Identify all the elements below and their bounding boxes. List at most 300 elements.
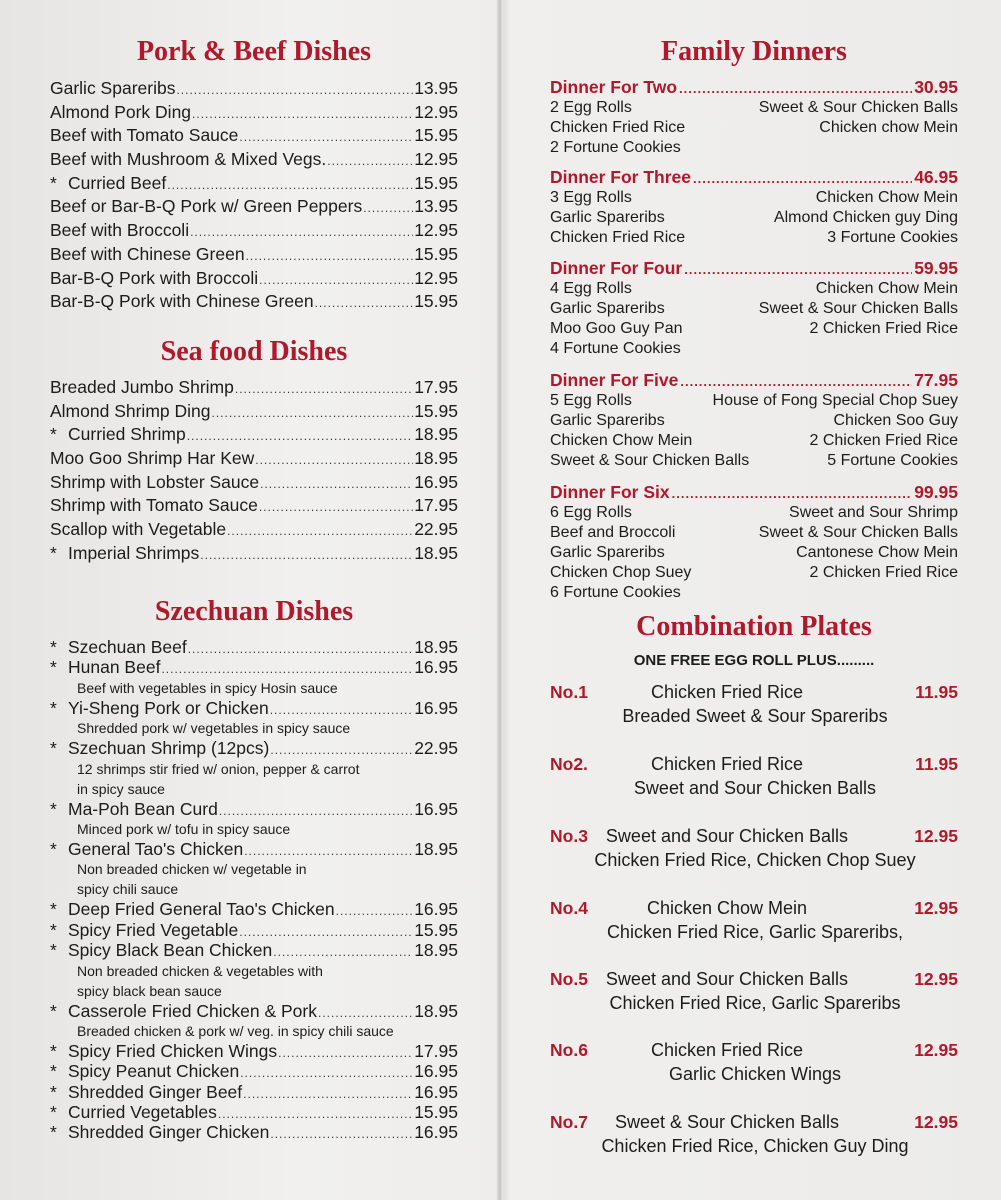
- spicy-star-icon: *: [50, 637, 57, 657]
- menu-item: [50, 799, 458, 819]
- menu-item: [50, 518, 458, 542]
- menu-item-price: 12.95: [414, 267, 458, 288]
- family-dinner-name: Dinner For Three: [550, 167, 691, 187]
- menu-item-label: Almond Shrimp Ding: [50, 400, 211, 421]
- menu-item-description: Shredded pork w/ vegetables in spicy sauce: [77, 720, 351, 737]
- menu-item-name: [50, 518, 226, 542]
- menu-item: [50, 1122, 458, 1142]
- menu-item-price: 22.95: [414, 519, 458, 540]
- family-dinner-item: 3 Fortune Cookies: [827, 229, 958, 246]
- family-dinner-row: [550, 391, 958, 411]
- menu-item-label: Beef with Broccoli: [50, 220, 190, 241]
- family-dinner-item: Sweet and Sour Shrimp: [789, 504, 958, 521]
- dot-leader: [190, 221, 413, 245]
- dot-leader: [693, 168, 912, 189]
- dot-leader: [239, 922, 413, 942]
- plate-price: 12.95: [914, 898, 958, 918]
- family-dinner-item: Garlic Spareribs: [550, 412, 665, 429]
- menu-item-name: [50, 148, 326, 172]
- menu-item-label: Curried Shrimp: [68, 424, 186, 445]
- menu-item: [50, 920, 458, 940]
- menu-item-price: 16.95: [414, 657, 458, 678]
- pork-beef-list: [50, 77, 458, 314]
- menu-item-label: Moo Goo Shrimp Har Kew: [50, 448, 255, 469]
- combination-plate: [550, 898, 960, 948]
- menu-item-price: 12.95: [414, 220, 458, 241]
- menu-item-price: 18.95: [414, 637, 458, 657]
- spicy-star-icon: *: [50, 1000, 57, 1021]
- family-dinner-item: Chicken Fried Rice: [550, 229, 686, 246]
- menu-item-price: 17.95: [414, 1040, 458, 1061]
- szechuan-list: [50, 637, 458, 1143]
- family-dinner-price: 46.95: [914, 167, 958, 187]
- plate-main-item: Sweet and Sour Chicken Balls: [605, 969, 849, 989]
- menu-item-label: Spicy Fried Vegetable: [68, 919, 239, 940]
- menu-item-price: 15.95: [414, 172, 458, 193]
- menu-item-name: [50, 839, 243, 859]
- family-dinner-price: 77.95: [914, 370, 958, 390]
- family-dinner-item: Garlic Spareribs: [550, 209, 665, 226]
- menu-item-price: 12.95: [414, 149, 458, 170]
- menu-item-label: Beef or Bar-B-Q Pork w/ Green Peppers: [50, 196, 363, 217]
- dot-leader: [679, 78, 912, 99]
- family-dinner-price: 99.95: [914, 482, 958, 502]
- menu-item-label: Scallop with Vegetable: [50, 519, 227, 540]
- menu-item-name: [50, 447, 254, 471]
- plate-number: No.7: [550, 1112, 588, 1132]
- family-dinner-item: 2 Fortune Cookies: [550, 139, 681, 156]
- dot-leader: [255, 449, 413, 473]
- dot-leader: [273, 942, 413, 962]
- family-dinners-heading: Family Dinners: [661, 36, 847, 67]
- spicy-star-icon: *: [50, 738, 57, 759]
- menu-item-name: [50, 267, 258, 291]
- menu-item-label: Casserole Fried Chicken & Pork: [68, 1000, 317, 1021]
- menu-item-name: [50, 494, 258, 518]
- dot-leader: [260, 473, 413, 497]
- menu-item-price: 13.95: [414, 78, 458, 98]
- spicy-star-icon: *: [50, 542, 57, 563]
- menu-item-name: [50, 290, 314, 314]
- menu-item-name: [50, 1001, 317, 1021]
- menu-item-name: [50, 1082, 242, 1102]
- menu-item: [50, 400, 458, 424]
- menu-item-name: [50, 423, 186, 447]
- dot-leader: [270, 700, 414, 720]
- menu-item-description: Non breaded chicken w/ vegetable in: [77, 861, 307, 878]
- dot-leader: [218, 1104, 413, 1124]
- menu-item-name: [50, 542, 199, 566]
- menu-item-name: [50, 1102, 217, 1122]
- menu-item-label: Curried Beef: [68, 172, 167, 193]
- spicy-star-icon: *: [50, 919, 57, 940]
- family-dinner-item: 4 Egg Rolls: [550, 280, 632, 297]
- menu-item-name: [50, 1061, 239, 1081]
- plate-side-items: Chicken Fried Rice, Chicken Chop Suey: [594, 850, 916, 870]
- family-dinner-item: Sweet & Sour Chicken Balls: [758, 300, 958, 317]
- menu-item-price: 12.95: [414, 101, 458, 122]
- plate-price: 12.95: [914, 1040, 958, 1060]
- plate-price: 11.95: [915, 682, 958, 702]
- menu-item-name: [50, 738, 269, 758]
- family-dinner-row: [550, 279, 958, 299]
- dot-leader: [161, 659, 413, 679]
- menu-item-label: Almond Pork Ding: [50, 101, 192, 122]
- menu-item: [50, 267, 458, 291]
- menu-item: [50, 637, 458, 657]
- menu-item: [50, 376, 458, 400]
- dot-leader: [270, 740, 413, 760]
- menu-item-price: 18.95: [414, 448, 458, 469]
- menu-item-name: [50, 172, 166, 196]
- menu-item-name: [50, 471, 259, 495]
- menu-item-name: [50, 1122, 269, 1142]
- menu-item-label: Szechuan Beef: [68, 637, 187, 657]
- menu-item-label: Shrimp with Lobster Sauce: [50, 471, 260, 492]
- plate-side-items: Garlic Chicken Wings: [668, 1064, 842, 1084]
- menu-item-label: Shrimp with Tomato Sauce: [50, 495, 258, 516]
- dot-leader: [278, 1043, 413, 1063]
- family-dinner-item: Cantonese Chow Mein: [796, 544, 958, 561]
- dot-leader: [219, 801, 413, 821]
- menu-item-label: Bar-B-Q Pork with Broccoli: [50, 267, 259, 288]
- family-dinner-row: [550, 503, 958, 523]
- family-dinner: [550, 370, 958, 471]
- family-dinner-item: 2 Chicken Fried Rice: [809, 564, 958, 581]
- menu-item: [50, 1001, 458, 1021]
- family-dinner-item: Chicken Chow Mein: [550, 432, 693, 449]
- family-dinner-item: 2 Chicken Fried Rice: [809, 432, 958, 449]
- menu-item-price: 18.95: [414, 424, 458, 445]
- menu-item-price: 15.95: [414, 243, 458, 264]
- plate-side-items: Chicken Fried Rice, Chicken Guy Ding: [601, 1136, 909, 1156]
- dot-leader: [680, 371, 912, 392]
- spicy-star-icon: *: [50, 798, 57, 819]
- plate-price: 11.95: [915, 754, 958, 774]
- family-dinner-item: Sweet & Sour Chicken Balls: [758, 99, 958, 116]
- menu-item-price: 15.95: [414, 919, 458, 940]
- menu-item-price: 18.95: [414, 542, 458, 563]
- menu-item-name: [50, 243, 245, 267]
- family-dinner-row: [550, 451, 958, 471]
- menu-item-price: 16.95: [414, 1122, 458, 1143]
- menu-item-name: [50, 400, 210, 424]
- family-dinner-item: House of Fong Special Chop Suey: [712, 392, 958, 409]
- combination-plate: [550, 682, 960, 732]
- plate-number: No.5: [550, 969, 588, 989]
- spicy-star-icon: *: [50, 1081, 57, 1102]
- menu-item-price: 15.95: [414, 1102, 458, 1123]
- menu-item: [50, 698, 458, 718]
- menu-item-description: spicy black bean sauce: [77, 982, 222, 999]
- menu-item-label: Ma-Poh Bean Curd: [68, 798, 218, 819]
- plate-price: 12.95: [914, 1112, 958, 1132]
- menu-item: [50, 124, 458, 148]
- menu-item-name: [50, 195, 362, 219]
- plate-number: No.6: [550, 1040, 588, 1060]
- menu-item: [50, 195, 458, 219]
- menu-item-price: 15.95: [414, 291, 458, 312]
- dot-leader: [244, 841, 413, 861]
- spicy-star-icon: *: [50, 657, 57, 678]
- menu-item-name: [50, 101, 191, 125]
- menu-item: [50, 657, 458, 677]
- menu-item-name: [50, 940, 272, 960]
- family-dinner-item: 4 Fortune Cookies: [550, 340, 681, 357]
- menu-item-price: 16.95: [414, 899, 458, 920]
- combination-plate: [550, 754, 960, 804]
- dot-leader: [315, 292, 414, 316]
- family-dinner-item: 6 Egg Rolls: [550, 504, 632, 521]
- menu-item-price: 16.95: [414, 1081, 458, 1102]
- family-dinner: [550, 482, 958, 603]
- dot-leader: [235, 378, 413, 402]
- menu-item-label: Breaded Jumbo Shrimp: [50, 377, 234, 397]
- menu-item: [50, 172, 458, 196]
- menu-item-description: Non breaded chicken & vegetables with: [77, 962, 323, 979]
- family-dinner-item: Moo Goo Guy Pan: [550, 320, 683, 337]
- menu-item: [50, 243, 458, 267]
- family-dinner-row: [550, 583, 958, 603]
- plate-side-items: Chicken Fried Rice, Garlic Spareribs: [609, 993, 901, 1013]
- menu-item-label: Shredded Ginger Beef: [68, 1081, 243, 1102]
- menu-item: [50, 1061, 458, 1081]
- family-dinner-row: [550, 138, 958, 158]
- spicy-star-icon: *: [50, 1061, 57, 1082]
- dot-leader: [246, 245, 414, 269]
- menu-item-name: [50, 376, 234, 400]
- menu-item-label: Spicy Peanut Chicken: [68, 1061, 240, 1082]
- family-dinner-item: 2 Chicken Fried Rice: [809, 320, 958, 337]
- family-dinner-header: [550, 482, 958, 503]
- dot-leader: [327, 150, 413, 174]
- family-dinner-item: Sweet & Sour Chicken Balls: [758, 524, 958, 541]
- spicy-star-icon: *: [50, 424, 57, 445]
- menu-item-label: Beef with Chinese Green: [50, 243, 245, 264]
- family-dinner-row: [550, 208, 958, 228]
- dot-leader: [243, 1084, 413, 1104]
- menu-item: [50, 542, 458, 566]
- family-dinner-item: Almond Chicken guy Ding: [773, 209, 958, 226]
- dot-leader: [227, 520, 413, 544]
- family-dinner-item: Garlic Spareribs: [550, 544, 665, 561]
- plate-number: No.3: [550, 826, 588, 846]
- plate-main-item: Chicken Fried Rice: [650, 754, 804, 774]
- dot-leader: [336, 901, 414, 921]
- dot-leader: [211, 402, 413, 426]
- dot-leader: [187, 425, 414, 449]
- dot-leader: [684, 259, 912, 280]
- menu-item: [50, 1082, 458, 1102]
- family-dinner-item: Sweet & Sour Chicken Balls: [550, 452, 750, 469]
- menu-item: [50, 839, 458, 859]
- family-dinner-item: 3 Egg Rolls: [550, 189, 632, 206]
- plate-main-item: Sweet & Sour Chicken Balls: [614, 1112, 840, 1132]
- menu-item-name: [50, 899, 335, 919]
- menu-item-label: Shredded Ginger Chicken: [68, 1122, 270, 1143]
- family-dinner-row: [550, 339, 958, 359]
- menu-item: [50, 77, 458, 101]
- menu-item-description: spicy chili sauce: [77, 881, 179, 898]
- dot-leader: [192, 103, 413, 127]
- family-dinner-item: 2 Egg Rolls: [550, 99, 632, 116]
- spicy-star-icon: *: [50, 1122, 57, 1143]
- family-dinner-item: Garlic Spareribs: [550, 300, 665, 317]
- menu-item-name: [50, 124, 238, 148]
- seafood-list: [50, 376, 458, 566]
- family-dinner-name: Dinner For Six: [550, 482, 670, 502]
- menu-item-price: 18.95: [414, 1000, 458, 1021]
- plate-number: No.4: [550, 898, 588, 918]
- dot-leader: [200, 544, 413, 568]
- family-dinner-header: [550, 370, 958, 391]
- family-dinner-row: [550, 299, 958, 319]
- dot-leader: [239, 126, 413, 150]
- menu-item-price: 16.95: [414, 697, 458, 718]
- dot-leader: [167, 174, 413, 198]
- menu-item-name: [50, 799, 218, 819]
- family-dinner-header: [550, 77, 958, 98]
- menu-item-price: 16.95: [414, 798, 458, 819]
- family-dinner-price: 30.95: [914, 77, 958, 97]
- spicy-star-icon: *: [50, 1040, 57, 1061]
- plate-main-item: Chicken Chow Mein: [646, 898, 808, 918]
- family-dinner: [550, 167, 958, 248]
- plate-main-item: Sweet and Sour Chicken Balls: [605, 826, 849, 846]
- plate-side-items: Sweet and Sour Chicken Balls: [633, 778, 877, 798]
- family-dinner-item: Chicken Chop Suey: [550, 564, 692, 581]
- menu-item-name: [50, 77, 175, 101]
- family-dinner-item: Chicken chow Mein: [819, 119, 958, 136]
- page-fold: [497, 0, 503, 1200]
- menu-item-label: Hunan Beef: [68, 657, 161, 678]
- menu-item-description: Breaded chicken & pork w/ veg. in spicy chili sauce: [77, 1022, 394, 1039]
- menu-item: [50, 738, 458, 758]
- dot-leader: [188, 639, 414, 659]
- family-dinner-item: Chicken Chow Mein: [815, 189, 958, 206]
- plate-side-items: Breaded Sweet & Sour Spareribs: [622, 706, 888, 726]
- family-dinner-row: [550, 118, 958, 138]
- spicy-star-icon: *: [50, 940, 57, 961]
- menu-item-label: Deep Fried General Tao's Chicken: [68, 899, 335, 920]
- menu-item-description: Minced pork w/ tofu in spicy sauce: [77, 820, 291, 837]
- menu-item-label: Yi-Sheng Pork or Chicken: [68, 697, 269, 718]
- family-dinner-item: Chicken Soo Guy: [833, 412, 958, 429]
- menu-item-price: 16.95: [414, 1061, 458, 1082]
- menu-item-name: [50, 219, 189, 243]
- dot-leader: [176, 79, 413, 103]
- menu-item: [50, 101, 458, 125]
- combination-plate: [550, 826, 960, 876]
- family-dinner: [550, 77, 958, 158]
- menu-item: [50, 899, 458, 919]
- menu-item-label: Beef with Tomato Sauce: [50, 125, 239, 146]
- family-dinner-price: 59.95: [914, 258, 958, 278]
- family-dinner-row: [550, 188, 958, 208]
- dot-leader: [259, 269, 413, 293]
- family-dinner-item: 6 Fortune Cookies: [550, 584, 681, 601]
- menu-item: [50, 940, 458, 960]
- menu-item-price: 16.95: [414, 471, 458, 492]
- dot-leader: [363, 197, 413, 221]
- menu-item-label: Curried Vegetables: [68, 1102, 217, 1123]
- menu-item-label: Beef with Mushroom & Mixed Vegs.: [50, 149, 327, 170]
- plate-side-items: Chicken Fried Rice, Garlic Spareribs,: [606, 922, 904, 942]
- menu-item-label: Bar-B-Q Pork with Chinese Green: [50, 291, 314, 312]
- menu-item-price: 17.95: [414, 377, 458, 397]
- family-dinner-item: 5 Egg Rolls: [550, 392, 632, 409]
- menu-item-name: [50, 1041, 277, 1061]
- menu-item-description: 12 shrimps stir fried w/ onion, pepper & carrot: [77, 760, 360, 777]
- family-dinner: [550, 258, 958, 359]
- family-dinner-row: [550, 563, 958, 583]
- menu-item: [50, 219, 458, 243]
- menu-item-label: Spicy Fried Chicken Wings: [68, 1040, 278, 1061]
- dot-leader: [672, 483, 913, 504]
- menu-item-label: Szechuan Shrimp (12pcs): [68, 738, 270, 759]
- menu-item-name: [50, 920, 238, 940]
- menu-item: [50, 494, 458, 518]
- menu-item: [50, 1102, 458, 1122]
- family-dinner-item: Beef and Broccoli: [550, 524, 676, 541]
- family-dinner-row: [550, 431, 958, 451]
- menu-item: [50, 290, 458, 314]
- spicy-star-icon: *: [50, 172, 57, 193]
- combination-plate: [550, 1040, 960, 1090]
- menu-item: [50, 148, 458, 172]
- family-dinner-header: [550, 167, 958, 188]
- menu-item-price: 22.95: [414, 738, 458, 759]
- family-dinner-item: 5 Fortune Cookies: [827, 452, 958, 469]
- family-dinner-item: Chicken Chow Mein: [815, 280, 958, 297]
- dot-leader: [259, 496, 413, 520]
- menu-item-name: [50, 657, 160, 677]
- family-dinner-name: Dinner For Four: [550, 258, 683, 278]
- menu-item-label: Imperial Shrimps: [68, 542, 200, 563]
- szechuan-heading: Szechuan Dishes: [154, 596, 354, 627]
- family-dinner-name: Dinner For Five: [550, 370, 679, 390]
- family-dinner-row: [550, 228, 958, 248]
- family-dinner-row: [550, 523, 958, 543]
- menu-item-label: Spicy Black Bean Chicken: [68, 940, 273, 961]
- family-dinner-row: [550, 319, 958, 339]
- family-dinner-name: Dinner For Two: [550, 77, 678, 97]
- menu-item-price: 13.95: [414, 196, 458, 217]
- dot-leader: [318, 1003, 413, 1023]
- menu-item-name: [50, 698, 269, 718]
- seafood-heading: Sea food Dishes: [160, 336, 348, 367]
- pork-beef-heading: Pork & Beef Dishes: [136, 36, 372, 67]
- spicy-star-icon: *: [50, 1102, 57, 1123]
- combination-plate: [550, 969, 960, 1019]
- spicy-star-icon: *: [50, 697, 57, 718]
- menu-item-label: Garlic Spareribs: [50, 78, 176, 98]
- dot-leader: [240, 1063, 413, 1083]
- menu-item-description: Beef with vegetables in spicy Hosin sauce: [77, 679, 338, 696]
- combination-heading: Combination Plates: [636, 611, 872, 642]
- combination-subtitle: ONE FREE EGG ROLL PLUS.........: [633, 652, 875, 669]
- plate-price: 12.95: [914, 826, 958, 846]
- menu-item-price: 17.95: [414, 495, 458, 516]
- family-dinner-row: [550, 543, 958, 563]
- spicy-star-icon: *: [50, 899, 57, 920]
- menu-item-price: 15.95: [414, 400, 458, 421]
- menu-item: [50, 423, 458, 447]
- plate-price: 12.95: [914, 969, 958, 989]
- plate-main-item: Chicken Fried Rice: [650, 1040, 804, 1060]
- plate-main-item: Chicken Fried Rice: [650, 682, 804, 702]
- menu-item-price: 15.95: [414, 125, 458, 146]
